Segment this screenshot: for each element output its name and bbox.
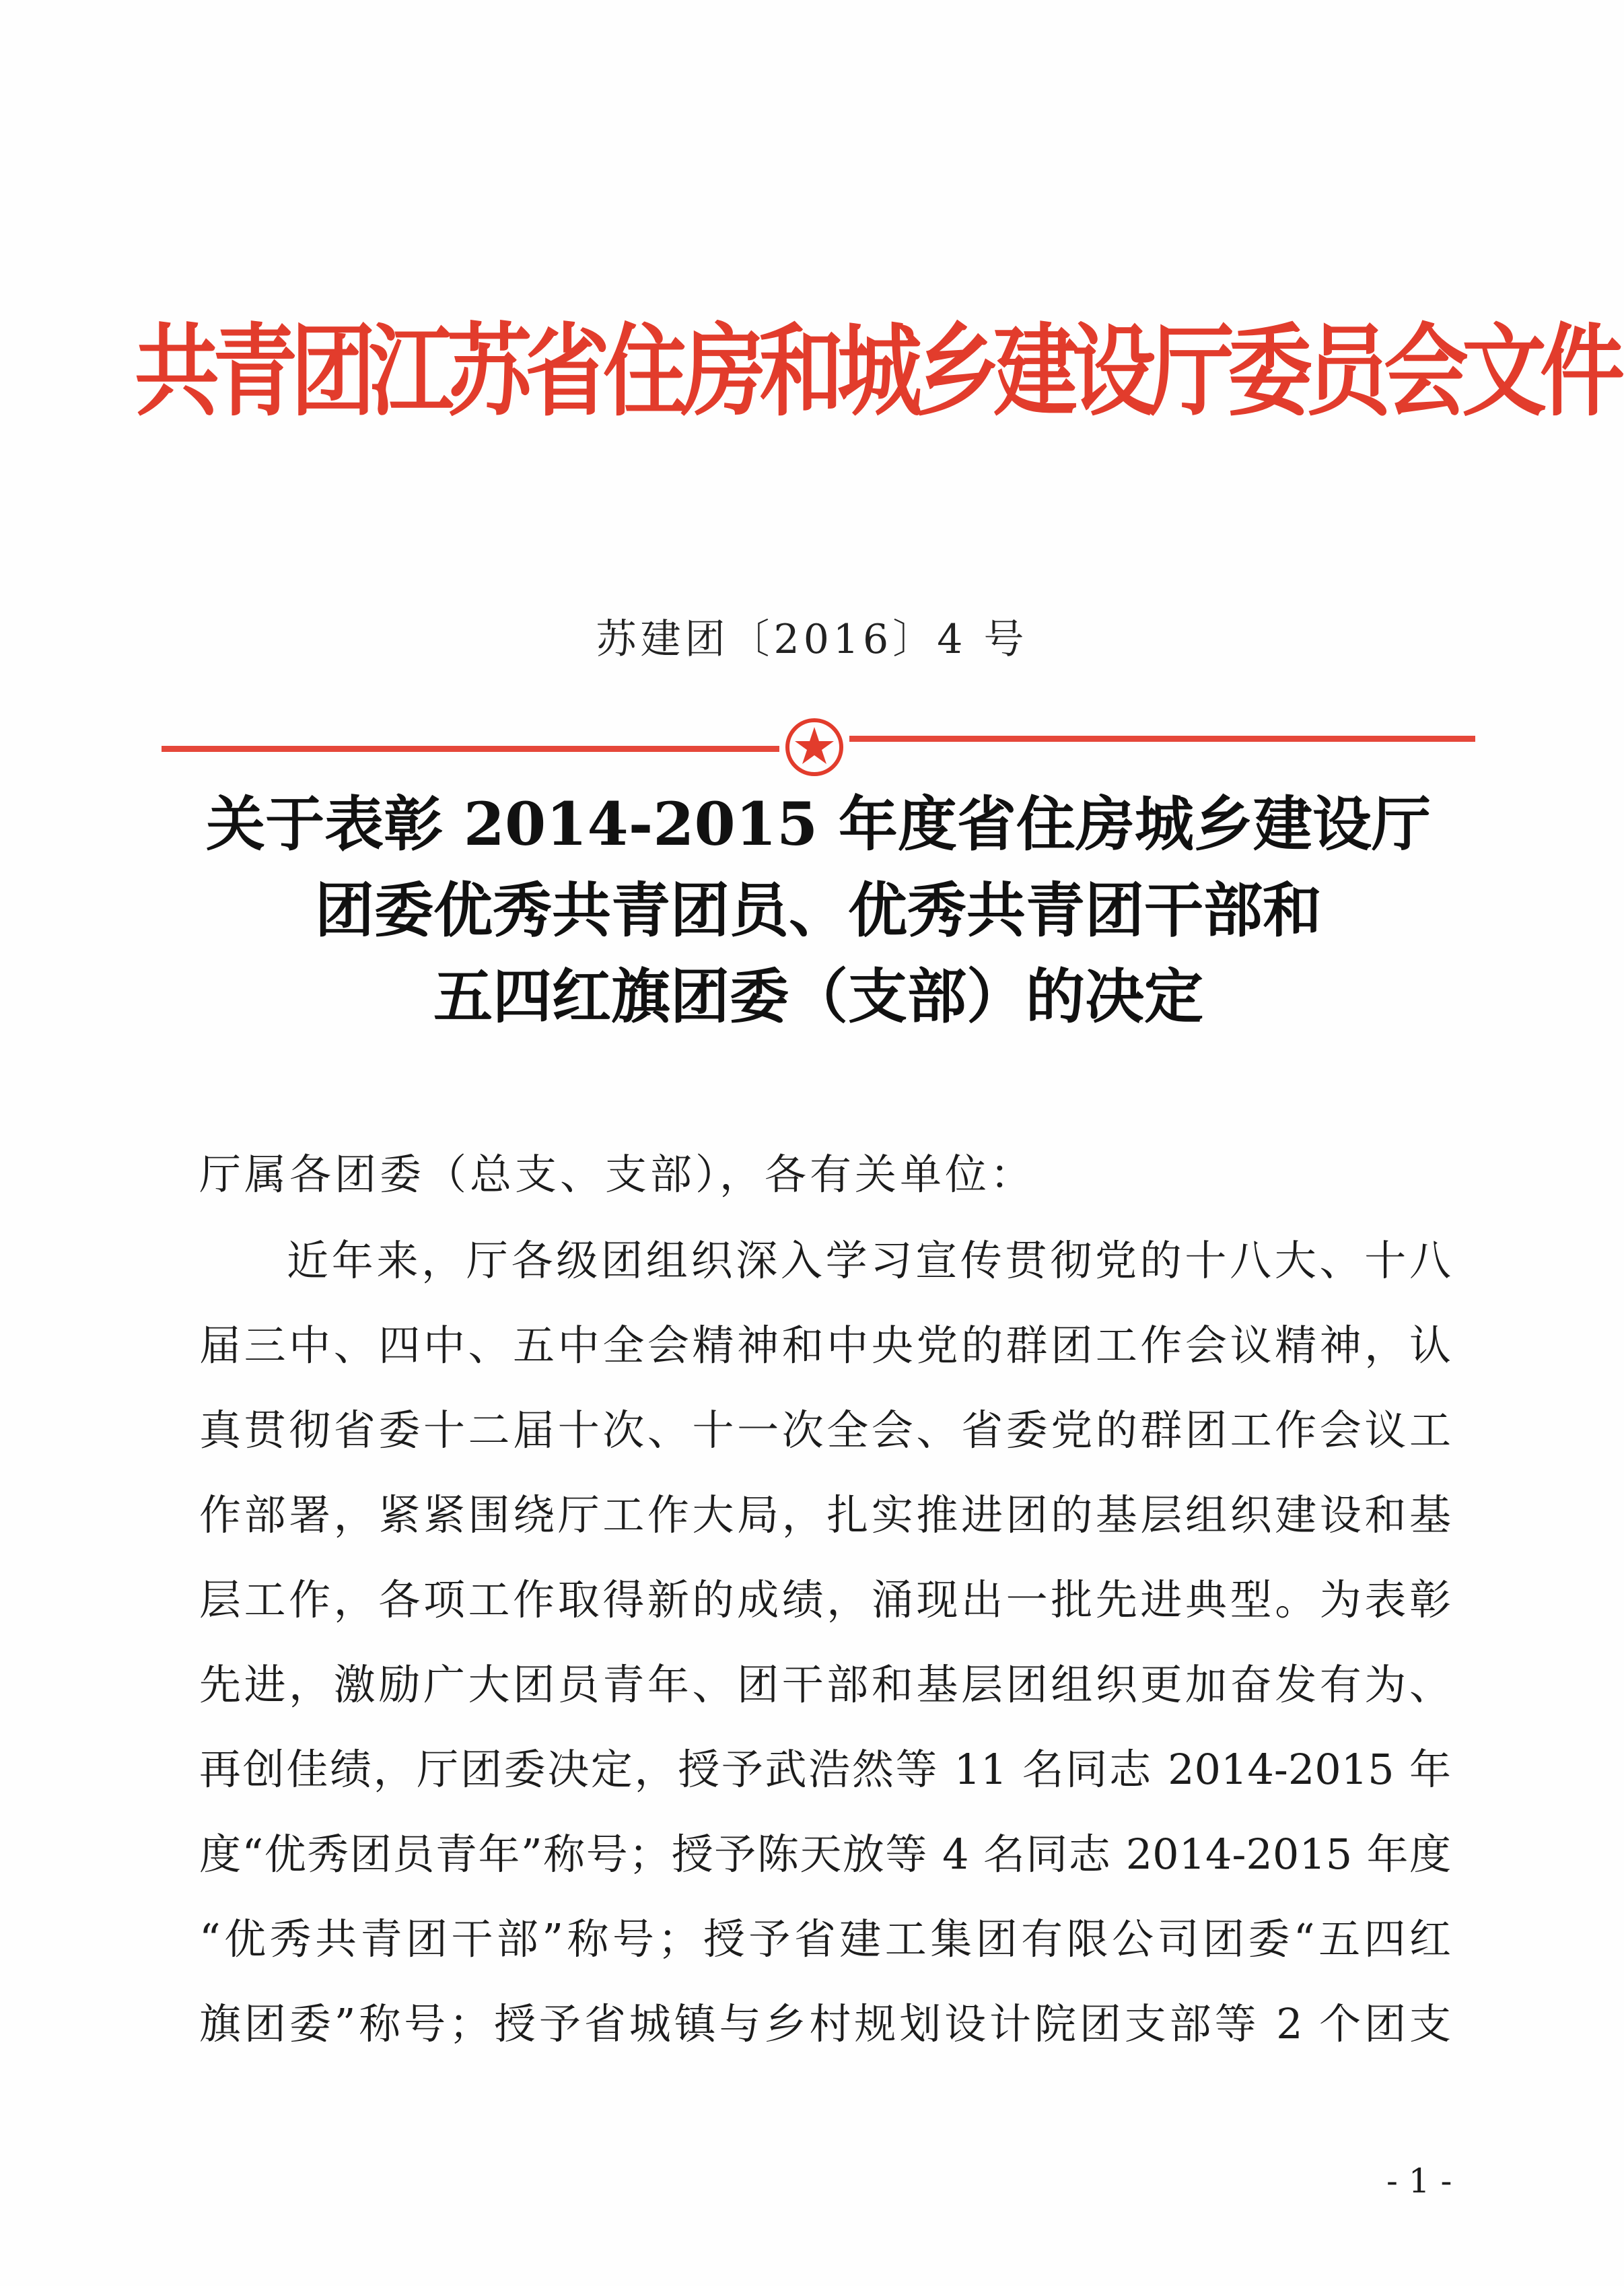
issuer-masthead: 共青团江苏省住房和城乡建设厅委员会文件 — [135, 312, 1618, 430]
body-line: 届三中、四中、五中全会精神和中央党的群团工作会议精神，认 — [199, 1321, 1451, 1370]
red-divider-left — [162, 746, 779, 752]
title-line: 关于表彰 2014-2015 年度省住房城乡建设厅 — [206, 789, 1431, 859]
body-line: 旗团委”称号；授予省城镇与乡村规划设计院团支部等 2 个团支 — [199, 1999, 1451, 2048]
document-number: 苏建团〔2016〕4 号 — [596, 616, 1028, 663]
body-line: 再创佳绩，厅团委决定，授予武浩然等 11 名同志 2014-2015 年 — [199, 1745, 1451, 1794]
page-number: - 1 - — [1386, 2161, 1452, 2201]
title-line: 五四红旗团委（支部）的决定 — [433, 961, 1203, 1031]
body-paragraph — [199, 1218, 1451, 2067]
body-line: 层工作，各项工作取得新的成绩，涌现出一批先进典型。为表彰 — [199, 1575, 1451, 1624]
red-divider-right — [849, 736, 1475, 742]
body-line: 近年来，厅各级团组织深入学习宣传贯彻党的十八大、十八 — [287, 1236, 1451, 1285]
document-title — [162, 781, 1475, 1039]
red-star-icon — [781, 714, 848, 781]
body-line: “优秀共青团干部”称号；授予省建工集团有限公司团委“五四红 — [199, 1914, 1451, 1964]
body-line: 先进，激励广大团员青年、团干部和基层团组织更加奋发有为、 — [199, 1660, 1451, 1709]
salutation: 厅属各团委（总支、支部），各有关单位： — [199, 1150, 1036, 1199]
body-line: 作部署，紧紧围绕厅工作大局，扎实推进团的基层组织建设和基 — [199, 1490, 1451, 1539]
body-line: 真贯彻省委十二届十次、十一次全会、省委党的群团工作会议工 — [199, 1406, 1451, 1455]
body-line: 度“优秀团员青年”称号；授予陈天放等 4 名同志 2014-2015 年度 — [199, 1830, 1451, 1879]
title-line: 团委优秀共青团员、优秀共青团干部和 — [314, 875, 1322, 945]
